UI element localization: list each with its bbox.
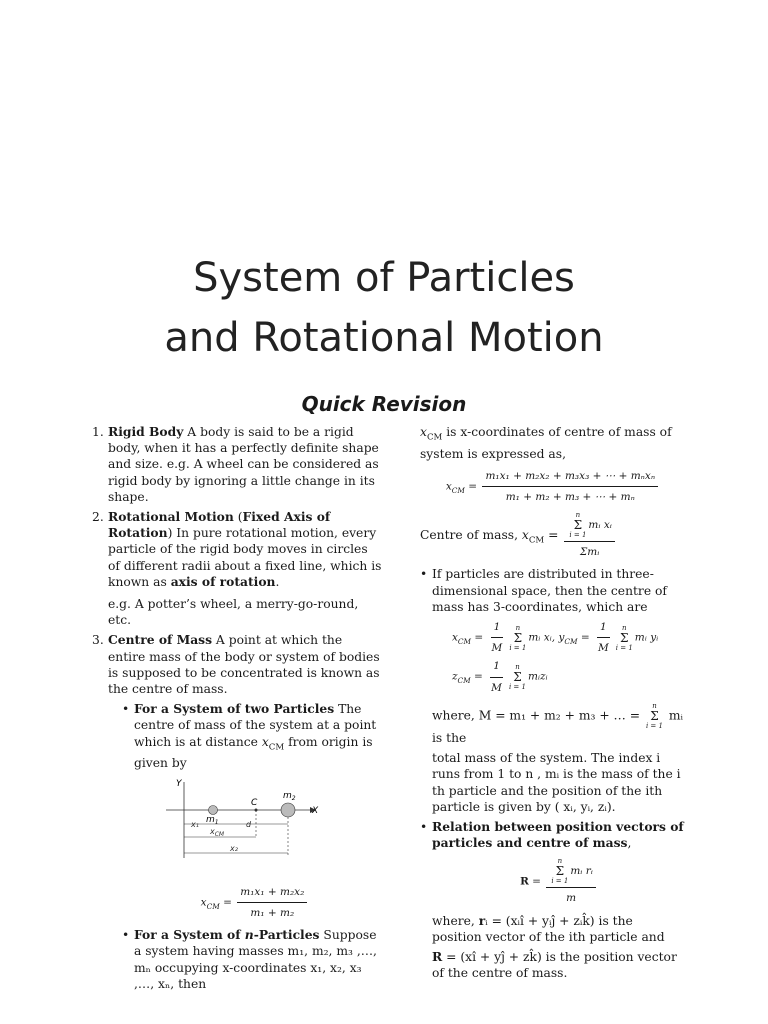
where-text: where, M = m₁ + m₂ + m₃ + … = (432, 708, 644, 723)
denominator: M (491, 642, 503, 655)
m2-letter: m (283, 790, 292, 801)
sum-symbol (509, 624, 526, 652)
sum-top: n (652, 701, 657, 710)
xcm-intro (420, 424, 686, 462)
particle-m2 (281, 803, 295, 817)
sigma: Σ (573, 518, 583, 533)
label-c: C (251, 797, 258, 808)
equals: = (544, 528, 559, 543)
sum-bottom: i = 1 (508, 683, 526, 692)
num-text: mᵢ xᵢ (588, 519, 612, 532)
text: where, (432, 913, 479, 928)
two-particle-figure (108, 778, 382, 878)
term-rigid-body: Rigid Body (108, 424, 184, 439)
term: mᵢ yᵢ (634, 631, 659, 644)
section-heading: Quick Revision (301, 392, 467, 416)
example-text: e.g. A potter’s wheel, a merry-go-round, etc. (108, 597, 359, 628)
numerator (564, 511, 614, 542)
text: Suppose a system having masses m₁, m₂, m₃ ,…, mₙ occupying x-coordinates x₁, x₂, x₃ ,…, xₙ, then (134, 928, 377, 991)
equation-centre-of-mass (420, 511, 686, 560)
vec-r: r (478, 912, 486, 928)
x-label: X (312, 805, 319, 816)
equals: = (471, 631, 487, 644)
numerator: m₁x₁ + m₂x₂ + m₃x₃ + ⋯ + mₙxₙ (482, 468, 658, 487)
denominator: m (566, 892, 577, 905)
sum-top: n (575, 511, 581, 520)
numerator (546, 857, 596, 888)
sum-symbol (646, 702, 663, 730)
vec-R: R (432, 948, 443, 964)
numerator: m₁x₁ + m₂x₂ (237, 884, 307, 903)
diagram-svg (166, 778, 346, 874)
left-column (92, 424, 382, 996)
term-fixed-axis: Fixed Axis of Rotation (108, 509, 331, 541)
cm-vector-text (432, 949, 686, 981)
denominator: M (598, 642, 609, 655)
term-n-particles (134, 927, 319, 942)
d-label: d (246, 819, 252, 829)
denominator: m₁ + m₂ (250, 906, 295, 919)
sum-symbol (509, 663, 526, 691)
sum-symbol (569, 511, 586, 539)
item-number: 2. (92, 510, 104, 525)
text: ᵢ = (xᵢî + yᵢĵ + zᵢk̂) is the position vector of the ith particle and (432, 913, 665, 944)
m2-sub: 2 (291, 794, 296, 802)
sub-cm: CM (268, 742, 285, 753)
lhs-x: x (521, 528, 529, 543)
term-two-particles: For a System of two Particles (134, 701, 335, 717)
title-line-2: and Rotational Motion (164, 315, 604, 361)
right-column (420, 424, 686, 985)
equation-R (432, 857, 686, 906)
bullet: • (122, 702, 130, 717)
fraction (237, 884, 307, 921)
list-item-centre-of-mass (92, 632, 382, 992)
m1-sub: 1 (214, 818, 219, 826)
total-mass-text (432, 702, 686, 746)
head-end: -Particles (253, 927, 320, 943)
sum-top: n (622, 623, 627, 632)
denominator: M (491, 681, 502, 694)
fraction (564, 511, 614, 560)
term: mᵢ is the (432, 708, 684, 745)
equals: = (577, 631, 594, 644)
equals: = (468, 480, 478, 493)
text: is x-coordinates of centre of mass of system is expressed as, (420, 425, 672, 461)
text: = (xî + yĵ + zk̂) is the position vector of the centre of mass. (432, 949, 677, 981)
bullet: • (420, 819, 428, 834)
var-x: x (261, 734, 269, 749)
sigma: Σ (620, 630, 629, 645)
sub-cm: CM (564, 636, 578, 646)
equation-xcm-n (420, 468, 686, 505)
label: Centre of mass, (420, 528, 522, 543)
bullet-two-particles (122, 701, 382, 771)
term-centre-of-mass: Centre of Mass (108, 632, 213, 648)
fraction (595, 619, 612, 656)
position-vector-text (432, 913, 686, 945)
var-y: y (558, 631, 565, 644)
x2-label: x₂ (230, 843, 238, 853)
xcm-sub: CM (214, 830, 225, 838)
equation-xcm-ycm (452, 619, 686, 656)
num-text: mᵢ rᵢ (570, 865, 593, 878)
sub-cm: CM (451, 485, 465, 495)
label-m2 (283, 791, 296, 802)
fraction (546, 857, 596, 906)
equals: = (528, 875, 545, 888)
var-x: x (452, 631, 458, 644)
sigma: Σ (513, 670, 522, 685)
index-explanation: total mass of the system. The index i runs from 1 to n , mᵢ is the mass of the i th particle and the position of the ith particle is given by ( xᵢ, yᵢ, zᵢ). (432, 751, 681, 814)
sum-symbol (616, 624, 633, 652)
sigma: Σ (650, 708, 659, 723)
fraction (482, 468, 658, 505)
m1-letter: m (206, 814, 215, 825)
period: . (275, 574, 280, 589)
sub-cm: CM (426, 432, 443, 443)
sum-bottom: i = 1 (615, 643, 633, 652)
term-rotational-motion: Rotational Motion (108, 509, 234, 525)
term: mᵢ xᵢ, (528, 631, 559, 644)
term-position-vectors: Relation between position vectors of particles and centre of mass (432, 818, 684, 851)
paren: ( (233, 510, 243, 525)
sub-cm: CM (528, 535, 545, 546)
sub-cm: CM (457, 676, 471, 686)
definition-text: ) In pure rotational motion, every particle of the rigid body moves in circles of different radii about a fixed line, which is known as (108, 526, 382, 589)
lhs-R: R (520, 875, 529, 888)
sub-cm: CM (457, 636, 472, 646)
equals: = (223, 896, 232, 909)
sum-bottom: i = 1 (509, 643, 527, 652)
list-item-rotational-motion (92, 509, 382, 628)
particle-m1 (209, 805, 218, 814)
list-item-rigid-body (92, 424, 382, 505)
sigma: Σ (513, 630, 523, 645)
numerator: 1 (490, 658, 503, 677)
equals: = (470, 671, 487, 684)
term: mᵢzᵢ (527, 671, 548, 684)
sum-top: n (515, 623, 521, 632)
x1-label: x₁ (191, 819, 199, 829)
title-line-1: System of Particles (193, 255, 575, 301)
bullet-3d-space (420, 566, 686, 814)
head: For a System of (134, 927, 245, 943)
bullet-position-vectors (420, 819, 686, 981)
term-axis-of-rotation: axis of rotation (170, 573, 276, 589)
sigma: Σ (555, 864, 565, 879)
text: If particles are distributed in three-dimensional space, then the centre of mass has 3-coordinates, which are (432, 567, 667, 614)
sum-top: n (515, 663, 520, 672)
numerator: 1 (491, 619, 504, 638)
denominator: Σmᵢ (579, 546, 600, 559)
sum-top: n (557, 857, 563, 866)
bullet-n-particles (122, 927, 382, 992)
item-number: 1. (92, 425, 104, 439)
lhs-x: x (200, 896, 207, 909)
definition-text: A body is said to be a rigid body, when it has a perfectly definite shape and size. e.g. A wheel can be considered as rigid body by ignoring a little change in its shape. (108, 425, 379, 504)
bullet: • (420, 567, 428, 582)
sum-bottom: i = 1 (551, 877, 569, 886)
label-m1 (206, 815, 219, 826)
xcm-label (209, 827, 225, 838)
var-n: n (244, 927, 254, 943)
sum-bottom: i = 1 (645, 721, 663, 730)
fraction (488, 658, 505, 695)
page-title (0, 248, 768, 368)
fraction (489, 619, 506, 656)
text: from origin is given by (134, 734, 373, 771)
sum-symbol (551, 857, 568, 885)
sum-bottom: i = 1 (569, 531, 587, 540)
sub-cm: CM (206, 901, 220, 911)
item-number: 3. (92, 633, 104, 648)
var-z: z (452, 671, 458, 684)
equation-xcm-two (128, 884, 382, 921)
bullet: • (122, 928, 130, 943)
y-label: Y (176, 778, 182, 789)
text: The centre of mass of the system at a point which is at distance (134, 702, 377, 749)
comma: , (627, 836, 632, 851)
xcm-letter: x (210, 826, 215, 836)
denominator: m₁ + m₂ + m₃ + ⋯ + mₙ (505, 491, 635, 504)
equation-zcm (452, 658, 686, 695)
definition-text: A point at which the entire mass of the body or system of bodies is supposed to be concentrated is known as the centre of mass. (108, 633, 380, 697)
numerator: 1 (597, 619, 610, 638)
lhs-x: x (445, 480, 452, 493)
var-x: x (420, 425, 427, 439)
